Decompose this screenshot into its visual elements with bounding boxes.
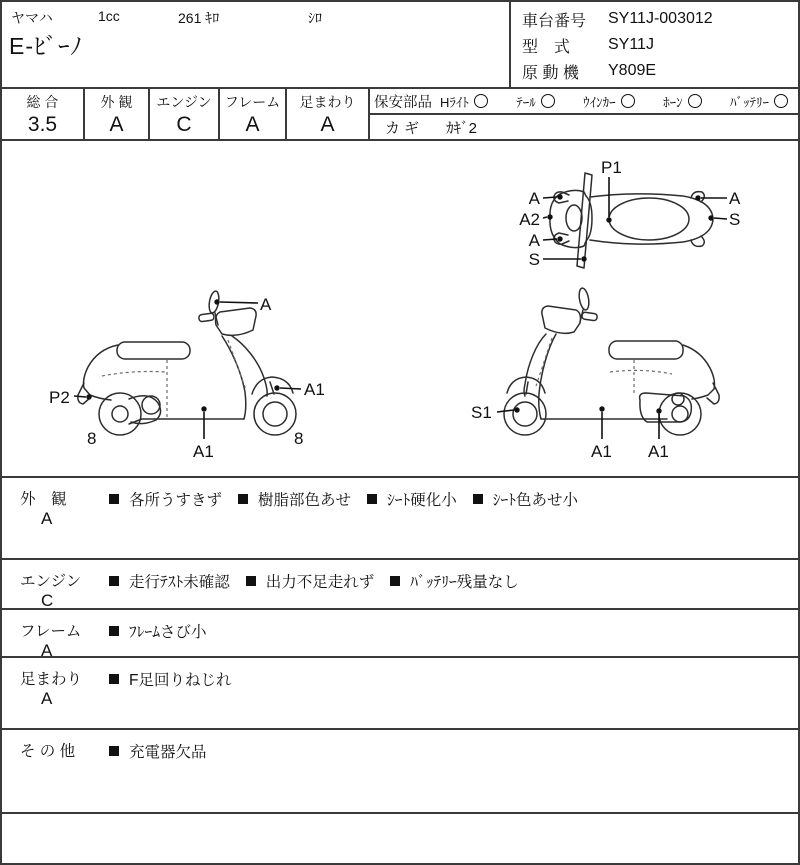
section-grade: A <box>41 689 53 708</box>
condition-item <box>246 570 375 592</box>
black-square-bullet <box>473 494 483 504</box>
damage-label-a1-rear: A1 <box>648 442 669 461</box>
left-view-labels <box>49 295 325 461</box>
rating-label: フレーム <box>224 94 281 110</box>
headlight-cowl <box>216 308 257 335</box>
handle-grip <box>582 312 598 321</box>
engine-code-row <box>522 58 800 84</box>
chassis-number-value: SY11J-003012 <box>608 10 713 27</box>
model-code-row <box>522 32 800 58</box>
damage-label-a2-front: A2 <box>519 210 540 229</box>
rating-grade: 3.5 <box>27 113 58 136</box>
key-row <box>370 115 798 139</box>
condition-item <box>238 488 351 510</box>
mileage: 261 ｷﾛ <box>178 10 220 26</box>
front-wheel-rim <box>263 402 287 426</box>
damage-label-8-rear: 8 <box>87 429 97 448</box>
vehicle-id-box <box>509 2 800 87</box>
right-view-labels <box>471 403 669 461</box>
header <box>2 2 798 87</box>
section-items <box>109 610 798 642</box>
condition-text: F足回りねじれ <box>129 672 232 689</box>
front-shield-inner <box>222 336 246 419</box>
damage-label-s-rear: S <box>729 210 741 229</box>
front-fork <box>526 382 528 394</box>
damage-diagram-area <box>2 141 798 476</box>
section-undercarriage <box>2 656 798 728</box>
rating-label: 総 合 <box>26 94 59 110</box>
rating-cell-exterior <box>85 89 150 139</box>
condition-text: 出力不足走れず <box>265 574 375 591</box>
safety-item-label: ﾃｰﾙ <box>516 94 536 110</box>
damage-label-8-front: 8 <box>294 429 304 448</box>
ok-circle-icon <box>688 94 702 108</box>
section-label: フレーム <box>20 623 82 640</box>
scooter-left-side-view <box>32 282 362 472</box>
safety-item-horn <box>663 92 702 111</box>
black-square-bullet <box>246 576 256 586</box>
rating-grade: A <box>245 113 260 136</box>
handle-grip <box>199 313 215 322</box>
maker-name: ヤマハ <box>11 10 53 26</box>
section-label: 足まわり <box>20 671 83 688</box>
condition-text: ﾊﾞｯﾃﾘｰ残量なし <box>410 574 519 591</box>
black-square-bullet <box>109 746 119 756</box>
safety-parts-items <box>440 92 788 111</box>
damage-label-p2-rear-fender: P2 <box>49 388 70 407</box>
damage-label-p1: P1 <box>601 158 622 177</box>
ok-circle-icon <box>621 94 635 108</box>
damage-label-a1-front-fender: A1 <box>304 380 325 399</box>
safety-item-label: ﾊﾞｯﾃﾘｰ <box>729 94 769 110</box>
chassis-number-label: 車台番号 <box>522 12 587 30</box>
condition-item <box>109 668 231 690</box>
ratings-row <box>2 87 798 141</box>
black-square-bullet <box>109 494 119 504</box>
safety-item-tail <box>516 92 555 111</box>
top-view-labels <box>519 158 741 269</box>
section-label: そ の 他 <box>20 743 76 760</box>
ok-circle-icon <box>774 94 788 108</box>
section-items <box>109 658 798 690</box>
safety-parts-row <box>370 89 798 115</box>
rating-label: エンジン <box>156 94 212 110</box>
engine-code-label: 原 動 機 <box>522 64 579 82</box>
condition-text: 充電器欠品 <box>129 744 207 761</box>
front-shield-inner <box>539 334 556 419</box>
seat <box>117 342 190 359</box>
condition-item <box>473 488 578 510</box>
seat-top <box>609 198 689 240</box>
rating-cell-undercarriage <box>287 89 370 139</box>
key-value: ｶｷﾞ2 <box>446 119 478 137</box>
rating-grade: A <box>109 113 124 136</box>
black-square-bullet <box>109 626 119 636</box>
condition-item <box>109 570 230 592</box>
damage-label-a-front-right: A <box>528 231 540 250</box>
chassis-number-row <box>522 6 800 32</box>
section-label: エンジン <box>20 573 82 590</box>
scooter-top-view <box>482 146 800 278</box>
rating-cell-frame <box>220 89 287 139</box>
seat <box>609 341 683 359</box>
body-color: ｼﾛ <box>308 10 322 26</box>
model-code-value: SY11J <box>608 36 654 53</box>
safety-item-winker <box>583 92 635 111</box>
front-fork <box>270 382 274 394</box>
key-label: カ ギ <box>385 119 420 137</box>
rear-wheel <box>659 393 701 435</box>
condition-text: ｼｰﾄ硬化小 <box>387 492 457 509</box>
safety-parts-label: 保安部品 <box>374 94 432 111</box>
damage-label-a-rear-right: A <box>729 189 741 208</box>
condition-item <box>109 740 207 762</box>
motor-cover <box>142 396 160 414</box>
rear-wheel <box>99 393 141 435</box>
damage-label-a1-floor: A1 <box>193 442 214 461</box>
safety-item-label: ｳｲﾝｶｰ <box>583 94 616 110</box>
condition-text: 樹脂部色あせ <box>258 492 352 509</box>
condition-text: 走行ﾃｽﾄ未確認 <box>129 574 230 591</box>
section-items <box>109 730 798 762</box>
safety-item-label: ﾎｰﾝ <box>663 94 683 110</box>
damage-label-s-grip: S <box>528 250 540 269</box>
engine-code-value: Y809E <box>608 62 657 79</box>
front-wheel <box>254 393 296 435</box>
safety-item-label: Hﾗｲﾄ <box>440 94 469 110</box>
safety-parts-box <box>370 89 798 139</box>
condition-item <box>109 488 222 510</box>
front-wheel-rim <box>513 402 537 426</box>
headlight-cowl <box>542 306 581 333</box>
rating-label: 外 観 <box>100 94 133 110</box>
rating-cell-overall <box>2 89 85 139</box>
section-other <box>2 728 798 812</box>
mirror <box>578 287 591 310</box>
section-frame <box>2 608 798 660</box>
section-exterior <box>2 476 798 558</box>
section-items <box>109 560 798 592</box>
rear-cowl <box>683 345 715 399</box>
scooter-right-side-view <box>442 282 782 472</box>
black-square-bullet <box>109 576 119 586</box>
displacement: 1cc <box>98 8 120 24</box>
rating-grade: C <box>176 113 192 136</box>
damage-label-a-front-left: A <box>528 189 540 208</box>
black-square-bullet <box>367 494 377 504</box>
rear-hub <box>112 406 128 422</box>
safety-item-battery <box>730 92 788 111</box>
condition-text: ﾌﾚｰﾑさび小 <box>129 624 207 641</box>
section-label: 外 観 <box>20 491 67 508</box>
condition-item <box>367 488 457 510</box>
damage-label-s1-front-wheel: S1 <box>471 403 492 422</box>
safety-item-headlight <box>440 92 488 111</box>
section-engine <box>2 558 798 608</box>
model-code-label: 型 式 <box>522 38 571 56</box>
black-square-bullet <box>238 494 248 504</box>
section-grade: C <box>41 591 54 610</box>
section-grade: A <box>41 641 53 660</box>
model-name: E-ﾋﾞｰﾉ <box>9 33 83 59</box>
rating-label: 足まわり <box>299 94 356 110</box>
ok-circle-icon <box>474 94 488 108</box>
ok-circle-icon <box>541 94 555 108</box>
condition-text: 各所うすきず <box>129 492 223 509</box>
damage-label-a1-floor: A1 <box>591 442 612 461</box>
black-square-bullet <box>390 576 400 586</box>
section-items <box>109 478 798 510</box>
handlebar <box>577 173 592 268</box>
section-empty <box>2 812 798 863</box>
section-grade: A <box>41 509 53 528</box>
damage-label-a-mirror: A <box>260 295 272 314</box>
headlight <box>566 205 582 231</box>
condition-item <box>109 620 207 642</box>
rear-cowl <box>84 345 119 400</box>
rating-grade: A <box>320 113 335 136</box>
black-square-bullet <box>109 674 119 684</box>
condition-text: ｼｰﾄ色あせ小 <box>492 492 579 509</box>
condition-item <box>390 570 519 592</box>
rating-cell-engine <box>150 89 220 139</box>
